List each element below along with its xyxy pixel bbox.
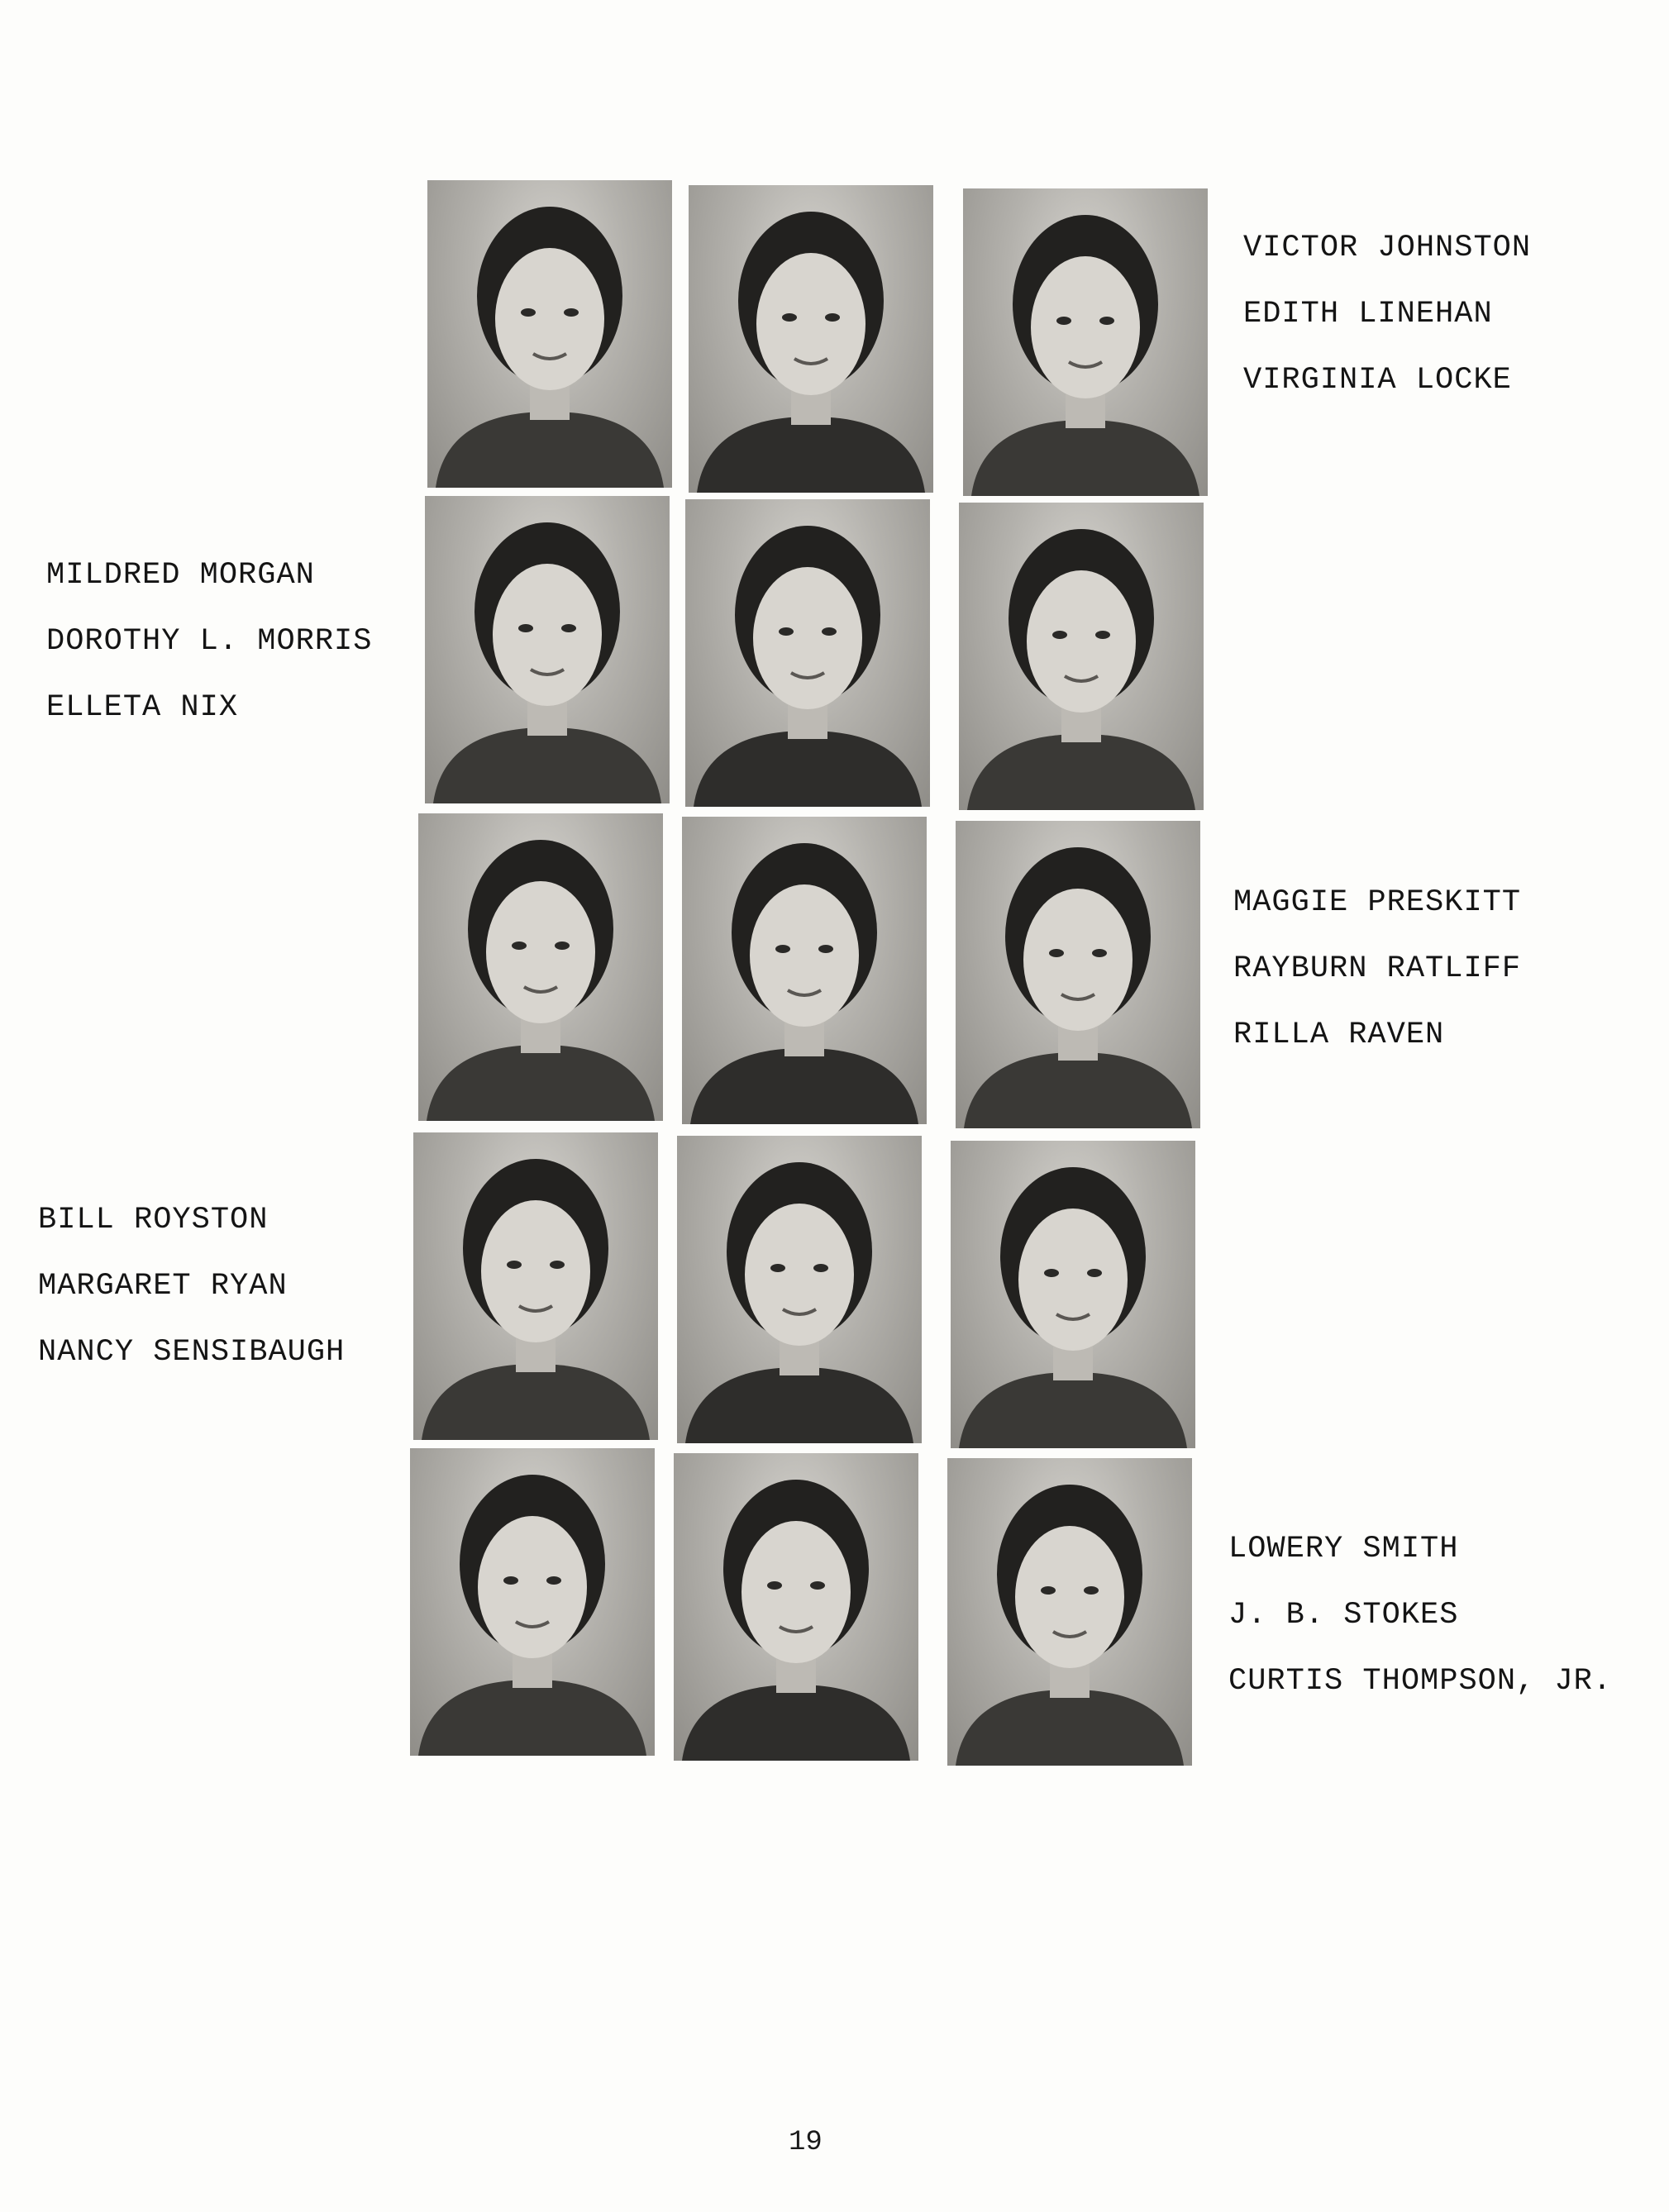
portrait-lowery-smith — [410, 1448, 655, 1756]
portrait-virginia-locke — [963, 188, 1208, 496]
portrait-eye — [810, 1581, 825, 1590]
portrait-clothing — [964, 1052, 1192, 1128]
portrait-clothing — [694, 731, 922, 807]
portrait-eye — [1056, 317, 1071, 325]
names-group-4 — [38, 1187, 345, 1385]
portrait-clothing — [697, 417, 925, 493]
portrait-clothing — [422, 1364, 650, 1440]
portrait-eye — [1041, 1586, 1056, 1595]
portrait-silhouette — [682, 817, 927, 1124]
portrait-silhouette — [956, 821, 1200, 1128]
portrait-clothing — [690, 1048, 918, 1124]
portrait-silhouette — [418, 813, 663, 1121]
portrait-eye — [1087, 1269, 1102, 1277]
student-name: RAYBURN RATLIFF — [1233, 951, 1522, 986]
portrait-mildred-morgan — [425, 496, 670, 803]
portrait-clothing — [436, 412, 664, 488]
portrait-silhouette — [689, 185, 933, 493]
portrait-face — [478, 1516, 587, 1658]
student-name: CURTIS THOMPSON, JR. — [1228, 1664, 1613, 1699]
portrait-eye — [550, 1261, 565, 1269]
portrait-edith-linehan — [689, 185, 933, 493]
student-name: MILDRED MORGAN — [46, 558, 315, 593]
student-name: NANCY SENSIBAUGH — [38, 1335, 346, 1370]
student-name: VIRGINIA LOCKE — [1243, 363, 1512, 398]
portrait-eye — [822, 627, 837, 636]
portrait-eye — [818, 945, 833, 953]
portrait-silhouette — [425, 496, 670, 803]
portrait-eye — [518, 624, 533, 632]
portrait-clothing — [427, 1045, 655, 1121]
portrait-dorothy-morris — [685, 499, 930, 807]
portrait-clothing — [682, 1685, 910, 1761]
portrait-eye — [1095, 631, 1110, 639]
page-number: 19 — [789, 2127, 823, 2158]
portrait-rilla-raven — [956, 821, 1200, 1128]
portrait-face — [1031, 256, 1140, 398]
portrait-eye — [1044, 1269, 1059, 1277]
names-group-2 — [46, 542, 372, 741]
portrait-eye — [825, 313, 840, 322]
portrait-eye — [555, 942, 570, 950]
portrait-eye — [813, 1264, 828, 1272]
student-name: EDITH LINEHAN — [1243, 297, 1493, 331]
portrait-eye — [767, 1581, 782, 1590]
student-name: MARGARET RYAN — [38, 1269, 288, 1304]
portrait-maggie-preskitt — [418, 813, 663, 1121]
portrait-eye — [1052, 631, 1067, 639]
names-group-5 — [1228, 1516, 1612, 1714]
portrait-silhouette — [959, 503, 1204, 810]
portrait-silhouette — [963, 188, 1208, 496]
student-name: LOWERY SMITH — [1228, 1532, 1459, 1566]
portrait-clothing — [959, 1372, 1187, 1448]
portrait-silhouette — [674, 1453, 918, 1761]
portrait-face — [745, 1204, 854, 1346]
portrait-jb-stokes — [674, 1453, 918, 1761]
names-group-3 — [1233, 870, 1521, 1068]
portrait-clothing — [967, 734, 1195, 810]
portrait-face — [756, 253, 865, 395]
portrait-face — [750, 884, 859, 1027]
portrait-victor-johnston — [427, 180, 672, 488]
student-name: VICTOR JOHNSTON — [1243, 231, 1532, 265]
portrait-face — [742, 1521, 851, 1663]
student-name: ELLETA NIX — [46, 690, 239, 725]
portrait-nancy-sensibaugh — [951, 1141, 1195, 1448]
portrait-silhouette — [947, 1458, 1192, 1766]
portrait-face — [753, 567, 862, 709]
portrait-eye — [503, 1576, 518, 1585]
student-name: BILL ROYSTON — [38, 1203, 269, 1237]
portrait-rayburn-ratliff — [682, 817, 927, 1124]
portrait-eye — [1084, 1586, 1099, 1595]
portrait-face — [493, 564, 602, 706]
portrait-margaret-ryan — [677, 1136, 922, 1443]
portrait-silhouette — [427, 180, 672, 488]
portrait-face — [481, 1200, 590, 1342]
portrait-face — [486, 881, 595, 1023]
portrait-silhouette — [685, 499, 930, 807]
portrait-clothing — [685, 1367, 913, 1443]
portrait-face — [1018, 1208, 1128, 1351]
portrait-clothing — [418, 1680, 646, 1756]
names-group-1 — [1243, 215, 1531, 413]
portrait-eye — [782, 313, 797, 322]
portrait-eye — [561, 624, 576, 632]
student-name: RILLA RAVEN — [1233, 1018, 1445, 1052]
portrait-eye — [779, 627, 794, 636]
portrait-eye — [546, 1576, 561, 1585]
portrait-silhouette — [410, 1448, 655, 1756]
portrait-silhouette — [413, 1132, 658, 1440]
portrait-silhouette — [677, 1136, 922, 1443]
portrait-face — [495, 248, 604, 390]
portrait-face — [1023, 889, 1133, 1031]
student-name: DOROTHY L. MORRIS — [46, 624, 373, 659]
student-name: MAGGIE PRESKITT — [1233, 885, 1522, 920]
portrait-clothing — [956, 1690, 1184, 1766]
portrait-eye — [564, 308, 579, 317]
portrait-clothing — [971, 420, 1199, 496]
portrait-clothing — [433, 727, 661, 803]
portrait-eye — [775, 945, 790, 953]
portrait-face — [1027, 570, 1136, 713]
portrait-eye — [512, 942, 527, 950]
student-name: J. B. STOKES — [1228, 1598, 1459, 1633]
portrait-face — [1015, 1526, 1124, 1668]
portrait-curtis-thompson — [947, 1458, 1192, 1766]
portrait-elleta-nix — [959, 503, 1204, 810]
portrait-eye — [507, 1261, 522, 1269]
portrait-eye — [521, 308, 536, 317]
portrait-eye — [1099, 317, 1114, 325]
portrait-eye — [1049, 949, 1064, 957]
portrait-eye — [770, 1264, 785, 1272]
portrait-bill-royston — [413, 1132, 658, 1440]
portrait-silhouette — [951, 1141, 1195, 1448]
portrait-eye — [1092, 949, 1107, 957]
